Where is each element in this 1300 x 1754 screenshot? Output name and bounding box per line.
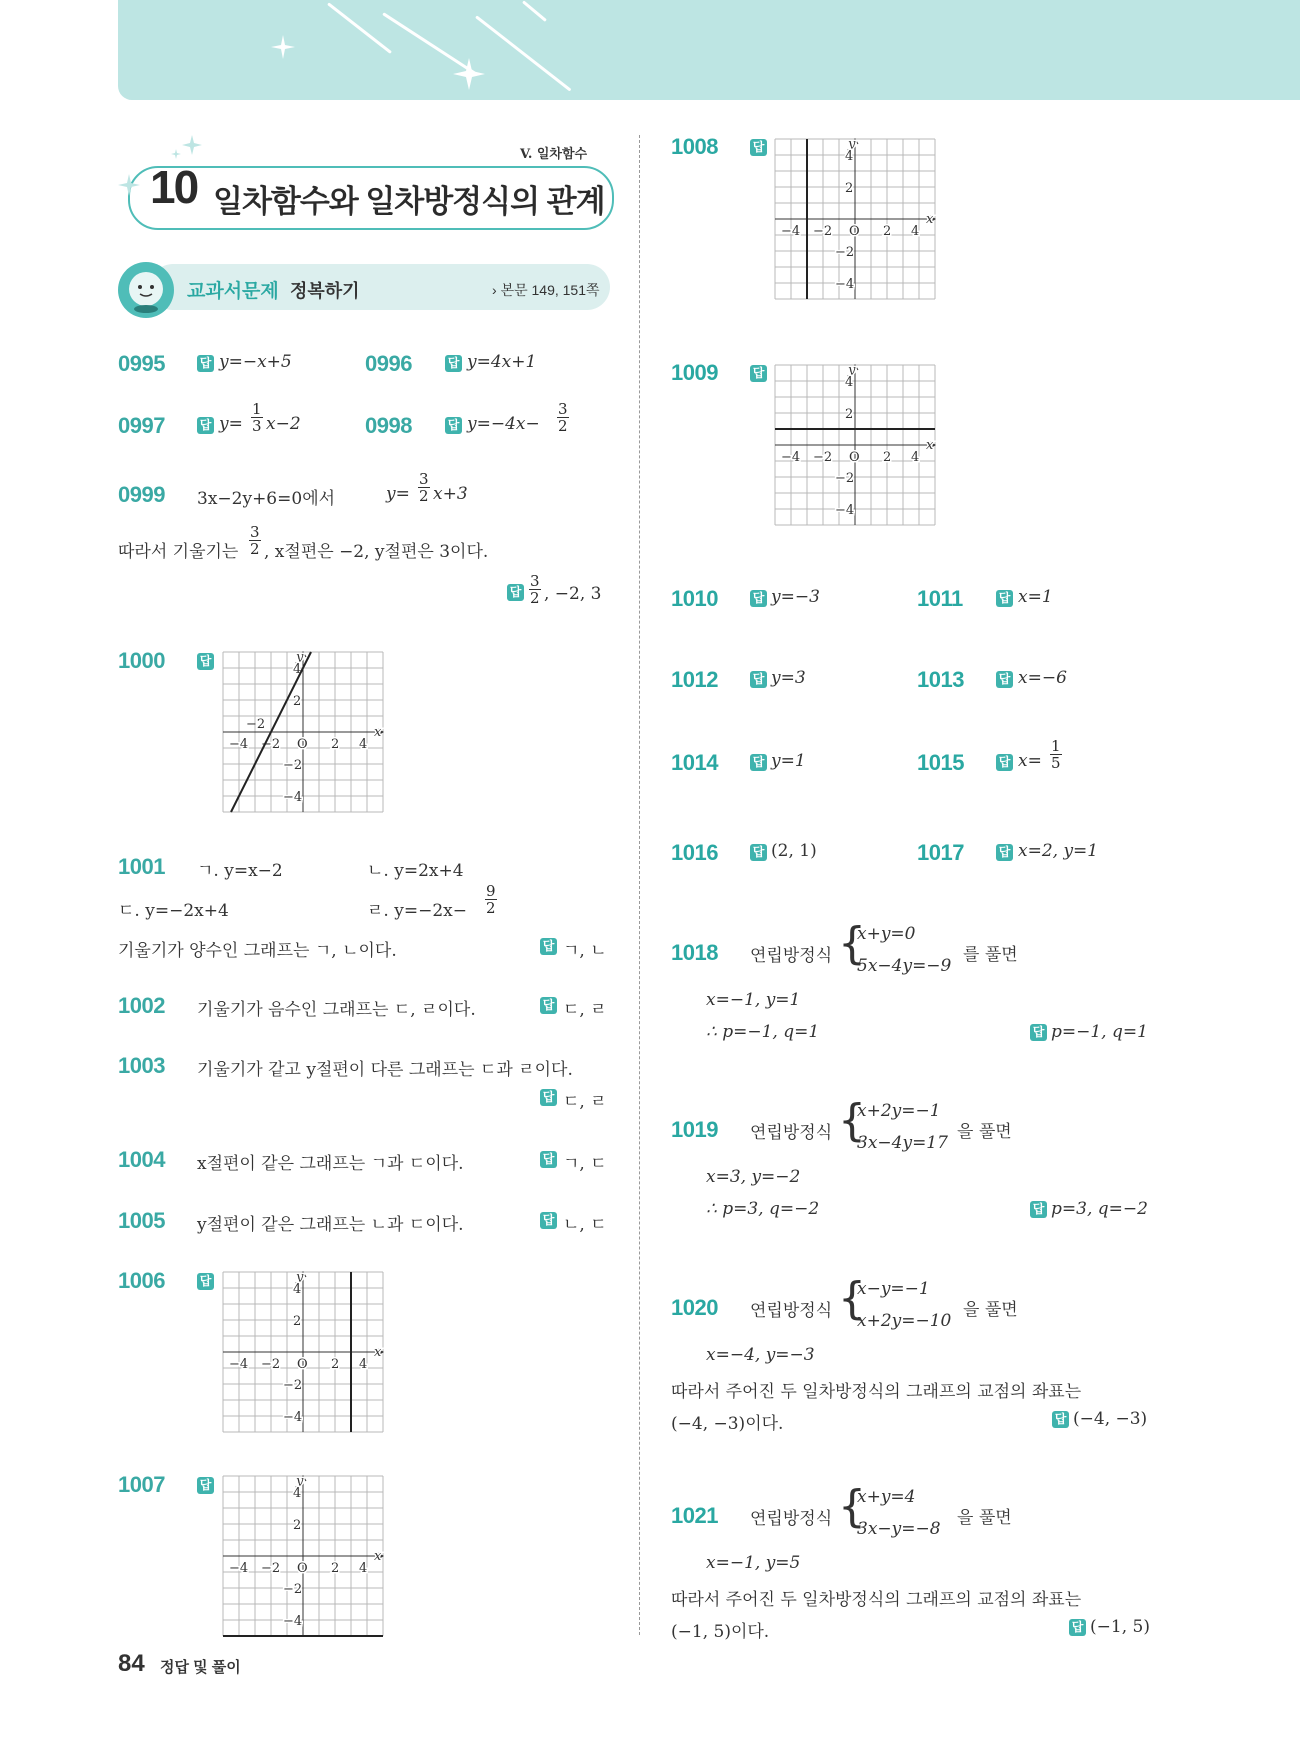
problem-number: 1000 xyxy=(118,648,165,673)
answer-badge: 답 xyxy=(750,139,767,156)
section-reference xyxy=(492,280,600,300)
explanation-text: y절편이 같은 그래프는 ㄴ과 ㄷ이다. xyxy=(197,1215,464,1235)
problem-number: 1002 xyxy=(118,993,165,1018)
fraction xyxy=(529,573,541,606)
fraction-numerator: 3 xyxy=(250,523,260,541)
tick-label: 4 xyxy=(359,737,368,752)
tick-label: −2 xyxy=(261,737,281,752)
tick-label: −4 xyxy=(229,737,249,752)
answer-badge: 답 xyxy=(996,590,1013,607)
problem-number: 1006 xyxy=(118,1268,165,1293)
answer-text: y=1 xyxy=(771,751,806,771)
banner-streak xyxy=(327,2,392,54)
fraction-numerator: 9 xyxy=(486,882,496,900)
answer-badge: 답 xyxy=(445,355,462,372)
answer-badge: 답 xyxy=(750,671,767,688)
answer-text: (2, 1) xyxy=(771,841,817,861)
sparkle-icon xyxy=(116,172,142,198)
lead-text: 연립방정식 xyxy=(750,1509,833,1529)
tick-label: 2 xyxy=(845,181,854,196)
tick-label: −4 xyxy=(283,1614,303,1629)
tick-label: 2 xyxy=(845,407,854,422)
answer-badge: 답 xyxy=(1030,1024,1047,1041)
problem-number: 1017 xyxy=(917,840,964,865)
column-divider xyxy=(639,135,640,1635)
system-equation: 3x−y=−8 xyxy=(857,1519,941,1539)
tick-label: −4 xyxy=(781,450,801,465)
answer-text: x=1 xyxy=(1018,587,1053,607)
x-axis-label: x xyxy=(374,1345,382,1360)
answer-text: ㄱ, ㄷ xyxy=(563,1154,607,1174)
problem-number: 1004 xyxy=(118,1147,165,1172)
sparkle-icon xyxy=(450,55,488,93)
system-equation: x+2y=−10 xyxy=(857,1311,952,1331)
explanation-text: 기울기가 음수인 그래프는 ㄷ, ㄹ이다. xyxy=(197,1000,476,1020)
lead-text: 을 풀면 xyxy=(957,1508,1012,1528)
tick-label: −4 xyxy=(229,1357,249,1372)
problem-number: 1016 xyxy=(671,840,718,865)
explanation-text: x절편이 같은 그래프는 ㄱ과 ㄷ이다. xyxy=(197,1154,464,1174)
answer-badge: 답 xyxy=(197,1273,214,1290)
fraction-numerator: 3 xyxy=(419,470,429,488)
tick-label: 4 xyxy=(359,1561,368,1576)
sparkle-icon xyxy=(268,32,298,62)
solution-text: x=−4, y=−3 xyxy=(706,1345,815,1365)
answer-text: x= xyxy=(1018,751,1042,771)
option-text: ㄱ. y=x−2 xyxy=(197,861,283,881)
section-title: 교과서문제 xyxy=(187,281,279,302)
fraction-denominator: 2 xyxy=(419,487,429,505)
answer-badge: 답 xyxy=(750,590,767,607)
coordinate-graph xyxy=(774,138,936,300)
answer-text: x=2, y=1 xyxy=(1018,841,1099,861)
section-reference-text: 본문 149, 151쪽 xyxy=(500,282,600,298)
solution-text: ∴ p=3, q=−2 xyxy=(706,1199,820,1219)
system-brace: { xyxy=(838,1273,866,1324)
x-axis-label: x xyxy=(926,212,934,227)
tick-label: −4 xyxy=(283,1410,303,1425)
tick-label: 2 xyxy=(331,1357,340,1372)
explanation-text: , x절편은 −2, y절편은 3이다. xyxy=(264,542,489,562)
answer-badge: 답 xyxy=(197,355,214,372)
explanation-text: 따라서 주어진 두 일차방정식의 그래프의 교점의 좌표는 xyxy=(671,1382,1082,1402)
tick-label: −4 xyxy=(835,277,855,292)
answer-badge: 답 xyxy=(540,1089,557,1106)
problem-number: 0995 xyxy=(118,351,165,376)
problem-number: 1009 xyxy=(671,360,718,385)
answer-badge: 답 xyxy=(445,417,462,434)
answer-text: x=−6 xyxy=(1018,668,1067,688)
tick-label: −2 xyxy=(283,1582,303,1597)
answer-text: ㄴ, ㄷ xyxy=(563,1215,607,1235)
unit-label: V. 일차함수 xyxy=(520,147,588,162)
tick-label: −4 xyxy=(835,503,855,518)
origin-label: O xyxy=(849,450,860,465)
graph-annotation: −2 xyxy=(246,717,266,732)
explanation-text: (−1, 5)이다. xyxy=(671,1622,770,1642)
origin-label: O xyxy=(297,1357,308,1372)
tick-label: 4 xyxy=(845,149,854,164)
answer-text: y=−3 xyxy=(771,587,820,607)
equation-result: x+3 xyxy=(433,484,468,504)
answer-badge: 답 xyxy=(540,1151,557,1168)
section-subtitle: 정복하기 xyxy=(290,281,360,301)
problem-number: 0996 xyxy=(365,351,412,376)
answer-text: (−4, −3) xyxy=(1073,1409,1148,1429)
mascot-icon xyxy=(118,262,174,318)
lead-text: 연립방정식 xyxy=(750,1301,833,1321)
problem-number: 1008 xyxy=(671,134,718,159)
top-banner xyxy=(118,0,1300,100)
answer-text: (−1, 5) xyxy=(1090,1617,1150,1637)
answer-badge: 답 xyxy=(540,1212,557,1229)
tick-label: 2 xyxy=(883,450,892,465)
solution-text: x=−1, y=1 xyxy=(706,990,801,1010)
answer-text: ㄱ, ㄴ xyxy=(563,941,607,961)
fraction-numerator: 3 xyxy=(530,572,540,590)
lead-text: 을 풀면 xyxy=(963,1300,1018,1320)
answer-badge: 답 xyxy=(750,844,767,861)
tick-label: −2 xyxy=(283,758,303,773)
explanation-text: 기울기가 양수인 그래프는 ㄱ, ㄴ이다. xyxy=(118,941,397,961)
fraction xyxy=(251,401,263,434)
x-axis-label: x xyxy=(374,725,382,740)
tick-label: −2 xyxy=(261,1357,281,1372)
problem-number: 0997 xyxy=(118,413,165,438)
sparkle-icon xyxy=(170,133,210,163)
fraction-denominator: 3 xyxy=(252,417,262,435)
problem-number: 1007 xyxy=(118,1472,165,1497)
problem-number: 1013 xyxy=(917,667,964,692)
problem-number: 1019 xyxy=(671,1117,718,1142)
lead-text: 를 풀면 xyxy=(963,945,1018,965)
fraction xyxy=(485,883,497,916)
answer-badge: 답 xyxy=(197,417,214,434)
problem-number: 1015 xyxy=(917,750,964,775)
fraction-denominator: 2 xyxy=(250,540,260,558)
tick-label: 4 xyxy=(293,1282,302,1297)
answer-text: y=−x+5 xyxy=(219,352,292,372)
banner-streak xyxy=(522,0,547,22)
coordinate-graph xyxy=(222,651,384,813)
problem-number: 1005 xyxy=(118,1208,165,1233)
tick-label: 4 xyxy=(293,1486,302,1501)
fraction-denominator: 2 xyxy=(486,899,496,917)
answer-badge: 답 xyxy=(540,938,557,955)
answer-badge: 답 xyxy=(507,584,524,601)
answer-text: , −2, 3 xyxy=(544,584,602,604)
fraction xyxy=(418,471,430,504)
answer-text: y= xyxy=(219,414,243,434)
explanation-text: 따라서 기울기는 xyxy=(118,542,239,562)
answer-text: ㄷ, ㄹ xyxy=(563,1000,607,1020)
fraction-numerator: 3 xyxy=(558,400,568,418)
problem-number: 1020 xyxy=(671,1295,718,1320)
answer-badge: 답 xyxy=(1052,1411,1069,1428)
fraction-denominator: 5 xyxy=(1051,754,1061,772)
option-text: ㄹ. y=−2x− xyxy=(367,901,467,921)
answer-badge: 답 xyxy=(996,754,1013,771)
option-text: ㄴ. y=2x+4 xyxy=(367,861,464,881)
footer-label: 정답 및 풀이 xyxy=(160,1659,241,1676)
mascot-avatar xyxy=(118,262,174,318)
answer-badge: 답 xyxy=(1069,1619,1086,1636)
fraction-denominator: 2 xyxy=(530,589,540,607)
tick-label: −4 xyxy=(283,790,303,805)
lead-text: 을 풀면 xyxy=(957,1122,1012,1142)
solution-text: x=3, y=−2 xyxy=(706,1167,801,1187)
chapter-title: 일차함수와 일차방정식의 관계 xyxy=(213,184,605,219)
answer-badge: 답 xyxy=(750,754,767,771)
solution-text: x=−1, y=5 xyxy=(706,1553,801,1573)
equation-result: y= xyxy=(386,484,410,504)
answer-text: ㄷ, ㄹ xyxy=(563,1092,607,1112)
x-axis-label: x xyxy=(374,1549,382,1564)
tick-label: 4 xyxy=(911,224,920,239)
problem-number: 0999 xyxy=(118,482,165,507)
problem-number: 1003 xyxy=(118,1053,165,1078)
banner-streak xyxy=(475,15,571,91)
fraction xyxy=(249,524,261,557)
fraction-numerator: 1 xyxy=(1051,737,1061,755)
explanation-text: 따라서 주어진 두 일차방정식의 그래프의 교점의 좌표는 xyxy=(671,1590,1082,1610)
problem-number: 1021 xyxy=(671,1503,718,1528)
chapter-number: 10 xyxy=(150,161,198,213)
answer-text: y=4x+1 xyxy=(467,352,537,372)
problem-number: 1014 xyxy=(671,750,718,775)
fraction-denominator: 2 xyxy=(558,417,568,435)
tick-label: 2 xyxy=(293,694,302,709)
coordinate-graph xyxy=(774,364,936,526)
origin-label: O xyxy=(297,1561,308,1576)
solution-text: ∴ p=−1, q=1 xyxy=(706,1022,820,1042)
option-text: ㄷ. y=−2x+4 xyxy=(118,901,229,921)
tick-label: −2 xyxy=(835,471,855,486)
tick-label: −2 xyxy=(835,245,855,260)
answer-badge: 답 xyxy=(540,997,557,1014)
coordinate-graph xyxy=(222,1271,384,1433)
tick-label: −4 xyxy=(781,224,801,239)
tick-label: 2 xyxy=(883,224,892,239)
answer-text: y=−4x− xyxy=(467,414,540,434)
explanation-text: 기울기가 같고 y절편이 다른 그래프는 ㄷ과 ㄹ이다. xyxy=(197,1060,573,1080)
system-brace: { xyxy=(838,918,866,969)
lead-text: 연립방정식 xyxy=(750,1123,833,1143)
tick-label: 4 xyxy=(293,662,302,677)
explanation-text: (−4, −3)이다. xyxy=(671,1414,784,1434)
problem-number: 1011 xyxy=(917,586,963,611)
tick-label: 2 xyxy=(331,737,340,752)
equation-text: 3x−2y+6=0에서 xyxy=(197,489,336,509)
fraction-numerator: 1 xyxy=(252,400,262,418)
tick-label: −2 xyxy=(813,450,833,465)
problem-number: 0998 xyxy=(365,413,412,438)
origin-label: O xyxy=(849,224,860,239)
system-brace: { xyxy=(838,1095,866,1146)
fraction xyxy=(557,401,569,434)
answer-badge: 답 xyxy=(197,653,214,670)
tick-label: 2 xyxy=(293,1314,302,1329)
system-equation: 5x−4y=−9 xyxy=(857,956,952,976)
system-equation: x+2y=−1 xyxy=(857,1101,941,1121)
origin-label: O xyxy=(297,737,308,752)
problem-number: 1010 xyxy=(671,586,718,611)
answer-badge: 답 xyxy=(996,671,1013,688)
x-axis-label: x xyxy=(926,438,934,453)
system-equation: x+y=4 xyxy=(857,1487,916,1507)
fraction xyxy=(1050,738,1062,771)
tick-label: −2 xyxy=(283,1378,303,1393)
tick-label: 4 xyxy=(359,1357,368,1372)
tick-label: 2 xyxy=(293,1518,302,1533)
answer-badge: 답 xyxy=(197,1477,214,1494)
tick-label: 4 xyxy=(911,450,920,465)
coordinate-graph xyxy=(222,1475,384,1637)
y-axis-label: y xyxy=(296,1475,304,1489)
problem-number: 1018 xyxy=(671,940,718,965)
problem-number: 1012 xyxy=(671,667,718,692)
system-equation: x+y=0 xyxy=(857,924,916,944)
tick-label: 4 xyxy=(845,375,854,390)
lead-text: 연립방정식 xyxy=(750,946,833,966)
answer-badge: 답 xyxy=(1030,1201,1047,1218)
y-axis-label: y xyxy=(848,364,856,378)
answer-badge: 답 xyxy=(996,844,1013,861)
answer-text: x−2 xyxy=(266,414,301,434)
chevron-right-icon: › xyxy=(492,282,497,298)
answer-text: y=3 xyxy=(771,668,806,688)
problem-number: 1001 xyxy=(118,854,165,879)
tick-label: −2 xyxy=(813,224,833,239)
answer-text: p=3, q=−2 xyxy=(1051,1199,1148,1219)
tick-label: −4 xyxy=(229,1561,249,1576)
system-brace: { xyxy=(838,1481,866,1532)
answer-text: p=−1, q=1 xyxy=(1051,1022,1148,1042)
y-axis-label: y xyxy=(848,138,856,152)
y-axis-label: y xyxy=(296,651,304,665)
system-equation: 3x−4y=17 xyxy=(857,1133,948,1153)
y-axis-label: y xyxy=(296,1271,304,1285)
tick-label: 2 xyxy=(331,1561,340,1576)
system-equation: x−y=−1 xyxy=(857,1279,930,1299)
answer-badge: 답 xyxy=(750,365,767,382)
page-number: 84 xyxy=(118,1650,145,1677)
tick-label: −2 xyxy=(261,1561,281,1576)
